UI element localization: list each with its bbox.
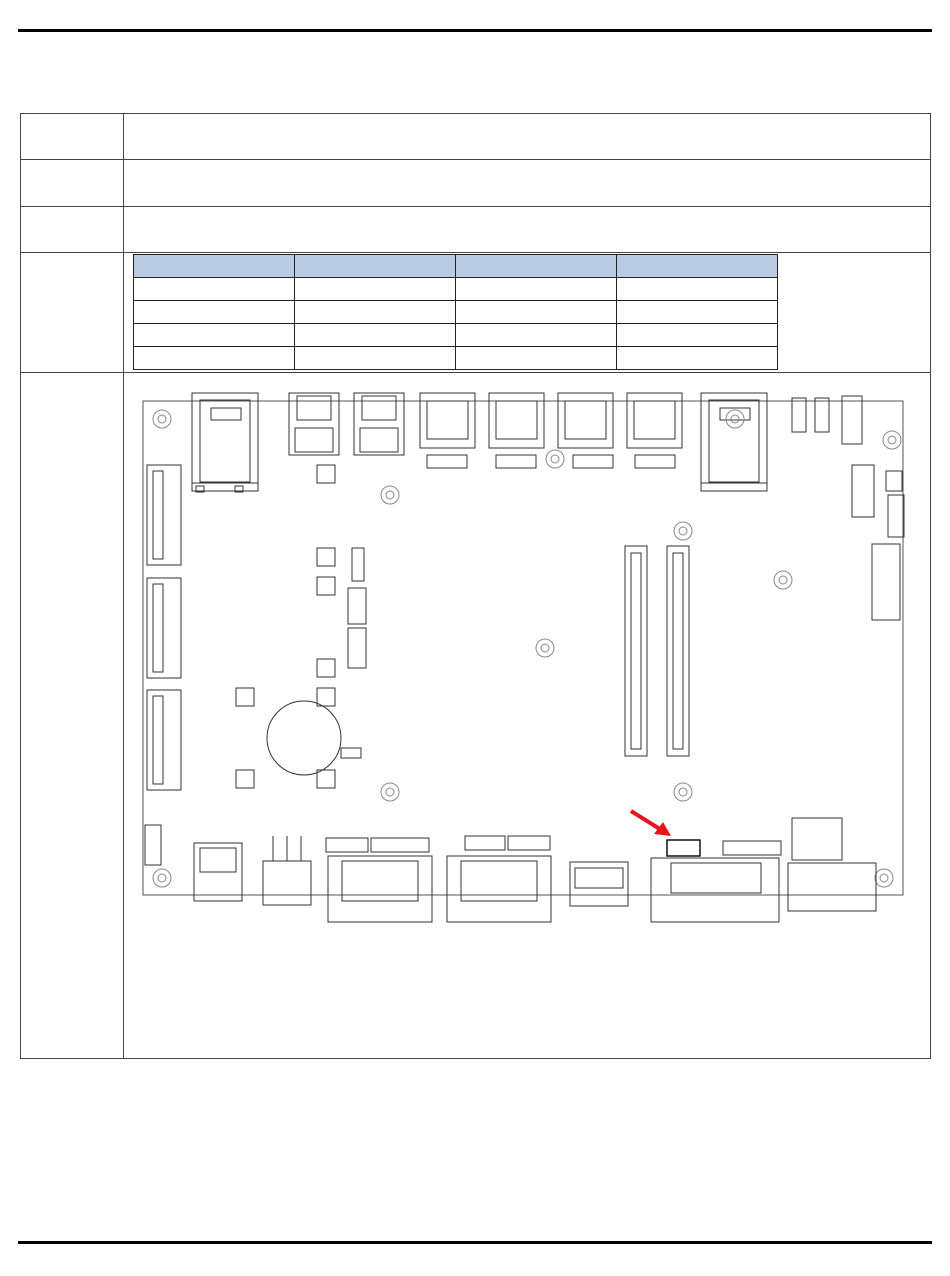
memory-slot-2 [667,546,689,756]
pin-label [21,253,124,373]
spec-row [21,160,931,207]
pin-cell-value [134,324,295,347]
lan-port-2 [489,393,544,448]
spec-table [20,113,931,1059]
pcb-outline [143,401,903,895]
pin-cell-value [456,278,617,301]
display-port-bottom [570,862,628,906]
video-port-1 [289,393,339,455]
location-row [21,373,931,1059]
sata-connector [852,465,874,517]
location-label [21,373,124,1059]
header-connector [348,628,366,668]
component-pads [236,465,335,788]
pin-table-header [134,255,778,278]
pin-table-row [134,347,778,370]
pin-cell-value [617,278,778,301]
audio-jack [792,398,806,432]
pin-table-row [134,324,778,347]
pin-cell-value [456,324,617,347]
lan-port-1 [420,393,475,448]
pin-row [21,253,931,373]
spec-label [21,160,124,207]
pin-col-header [295,255,456,278]
video-port-2 [354,393,404,455]
header-connector [635,455,675,468]
pin-cell-value [295,324,456,347]
vga-port [651,858,779,922]
pin-cell-value [456,301,617,324]
pin-table-row [134,301,778,324]
pin-cell-value [134,278,295,301]
header-connector [723,841,781,855]
header-connector [886,471,902,491]
pin-cell-value [617,301,778,324]
pin-cell-value [134,347,295,370]
header-connector [145,825,161,865]
usb-stack-right [701,393,767,491]
mounting-holes [153,410,901,887]
gpio-header [872,544,900,620]
expansion-slot-1 [147,465,181,565]
location-cell [124,373,931,1059]
com-port-1 [326,838,432,922]
board-layout-diagram [130,373,930,973]
highlighted-connector [667,840,700,856]
header-connector [573,455,613,468]
pin-cell-value [456,347,617,370]
com-port-2 [447,836,551,922]
audio-jack [815,398,829,432]
header-connector [496,455,536,468]
pin-cell-value [295,347,456,370]
pin-col-header [617,255,778,278]
usb-stack-left [192,393,258,492]
expansion-slot-2 [147,578,181,678]
pin-definition-table [133,254,778,370]
pin-cell-value [134,301,295,324]
footer-rule [18,1241,932,1244]
usb-bottom [194,843,242,901]
spec-value [124,114,931,160]
header-connector [348,588,366,624]
header-connector [341,748,361,758]
header-connector [888,495,904,537]
pin-cell [124,253,931,373]
pin-cell-value [295,301,456,324]
red-arrow-icon [631,811,671,836]
spec-row [21,114,931,160]
header-connector [352,548,364,581]
dc-jack [842,396,862,444]
pin-col-header [456,255,617,278]
lan-port-4 [627,393,682,448]
spec-label [21,207,124,253]
spec-label [21,114,124,160]
pin-table-row [134,278,778,301]
expansion-slot-3 [147,690,181,790]
lan-port-3 [558,393,613,448]
memory-slot-1 [625,546,647,756]
pin-col-header [134,255,295,278]
pin-cell-value [617,347,778,370]
spec-value [124,207,931,253]
lan-port-bottom [788,818,876,911]
pin-cell-value [295,278,456,301]
header-connector [427,455,467,468]
header-rule [18,29,932,32]
cmos-battery [267,701,341,775]
spec-row [21,207,931,253]
pin-cell-value [617,324,778,347]
spec-value [124,160,931,207]
